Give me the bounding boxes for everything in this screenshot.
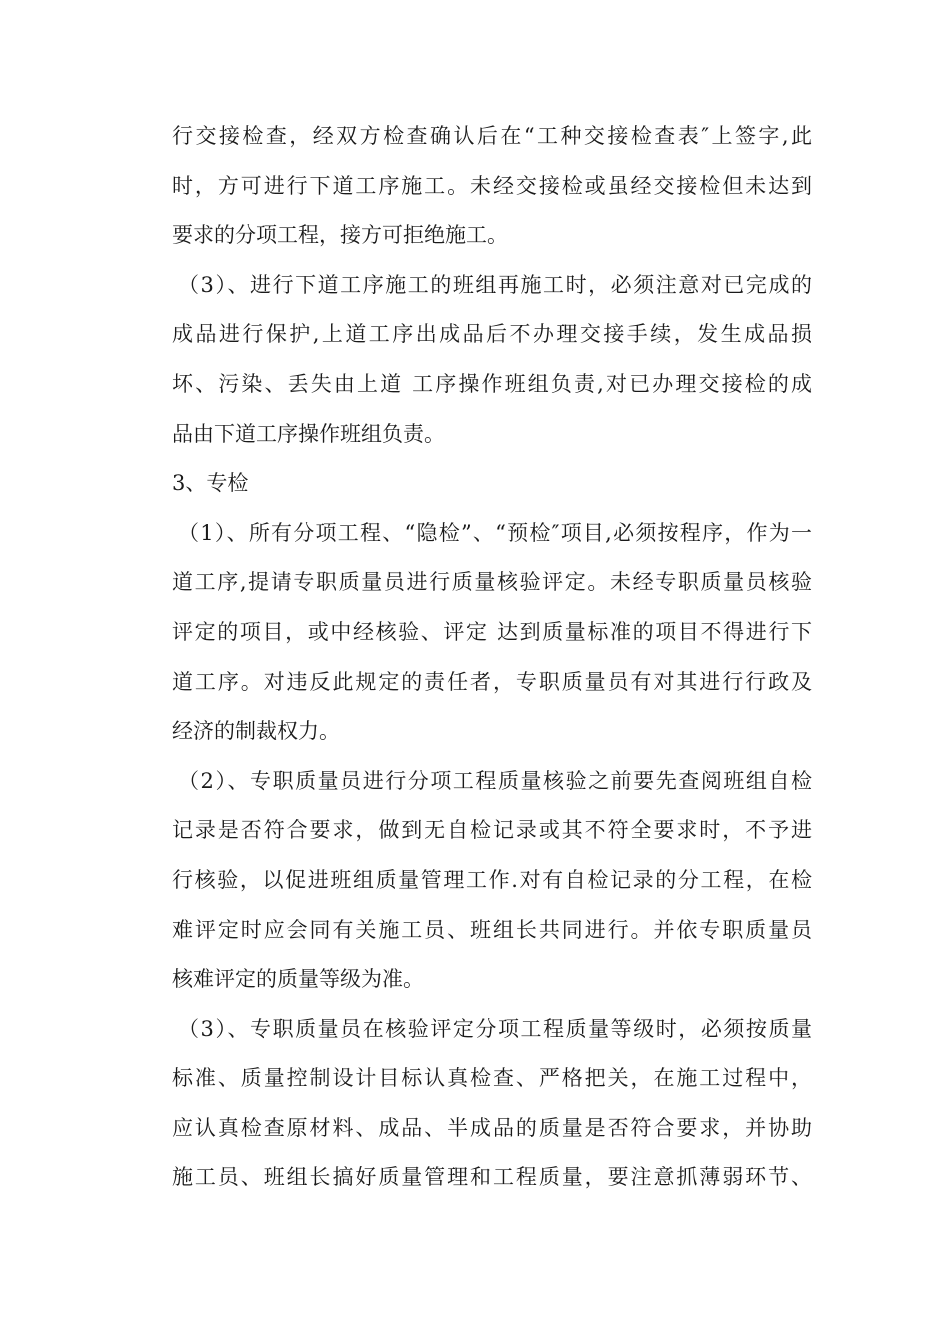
text-line: （1）、所有分项工程、“隐检”、“预检″项目,必须按程序，作为一 [178,520,812,545]
text-line: 坏、污染、丢失由上道 工序操作班组负责,对已办理交接检的成 [172,371,812,396]
text-line: 成品进行保护,上道工序出成品后不办理交接手续，发生成品损 [172,322,812,347]
text-line: 要求的分项工程，接方可拒绝施工。 [172,223,508,248]
text-line: （2）、专职质量员进行分项工程质量核验之前要先查阅班组自检 [178,768,812,793]
document-body [172,112,812,1203]
text-line: 3、专检 [172,471,249,496]
text-line: 施工员、班组长搞好质量管理和工程质量，要注意抓薄弱环节、 [172,1165,812,1190]
text-line: 道工序。对违反此规定的责任者，专职质量员有对其进行行政及 [172,669,812,694]
text-line: 行核验，以促进班组质量管理工作.对有自检记录的分工程，在检 [172,867,812,892]
text-line: 难评定时应会同有关施工员、班组长共同进行。并依专职质量员 [172,917,812,942]
text-line: （3）、进行下道工序施工的班组再施工时，必须注意对已完成的 [178,272,812,297]
text-line: 标准、质量控制设计目标认真检查、严格把关，在施工过程中， [172,1066,812,1091]
text-line: 行交接检查，经双方检查确认后在“工种交接检查表″上签字,此 [172,124,812,148]
text-line: 时，方可进行下道工序施工。未经交接检或虽经交接检但未达到 [172,173,812,198]
text-line: 评定的项目，或中经核验、评定 达到质量标准的项目不得进行下 [172,619,812,644]
text-line: （3）、专职质量员在核验评定分项工程质量等级时，必须按质量 [178,1016,812,1041]
text-line: 应认真检查原材料、成品、半成品的质量是否符合要求，并协助 [172,1115,812,1140]
text-line: 品由下道工序操作班组负责。 [172,421,445,446]
text-line: 道工序,提请专职质量员进行质量核验评定。未经专职质量员核验 [172,570,812,595]
text-line: 经济的制裁权力。 [172,719,340,744]
text-line: 核难评定的质量等级为准。 [172,967,424,992]
text-line: 记录是否符合要求，做到无自检记录或其不符全要求时，不予进 [172,818,812,843]
